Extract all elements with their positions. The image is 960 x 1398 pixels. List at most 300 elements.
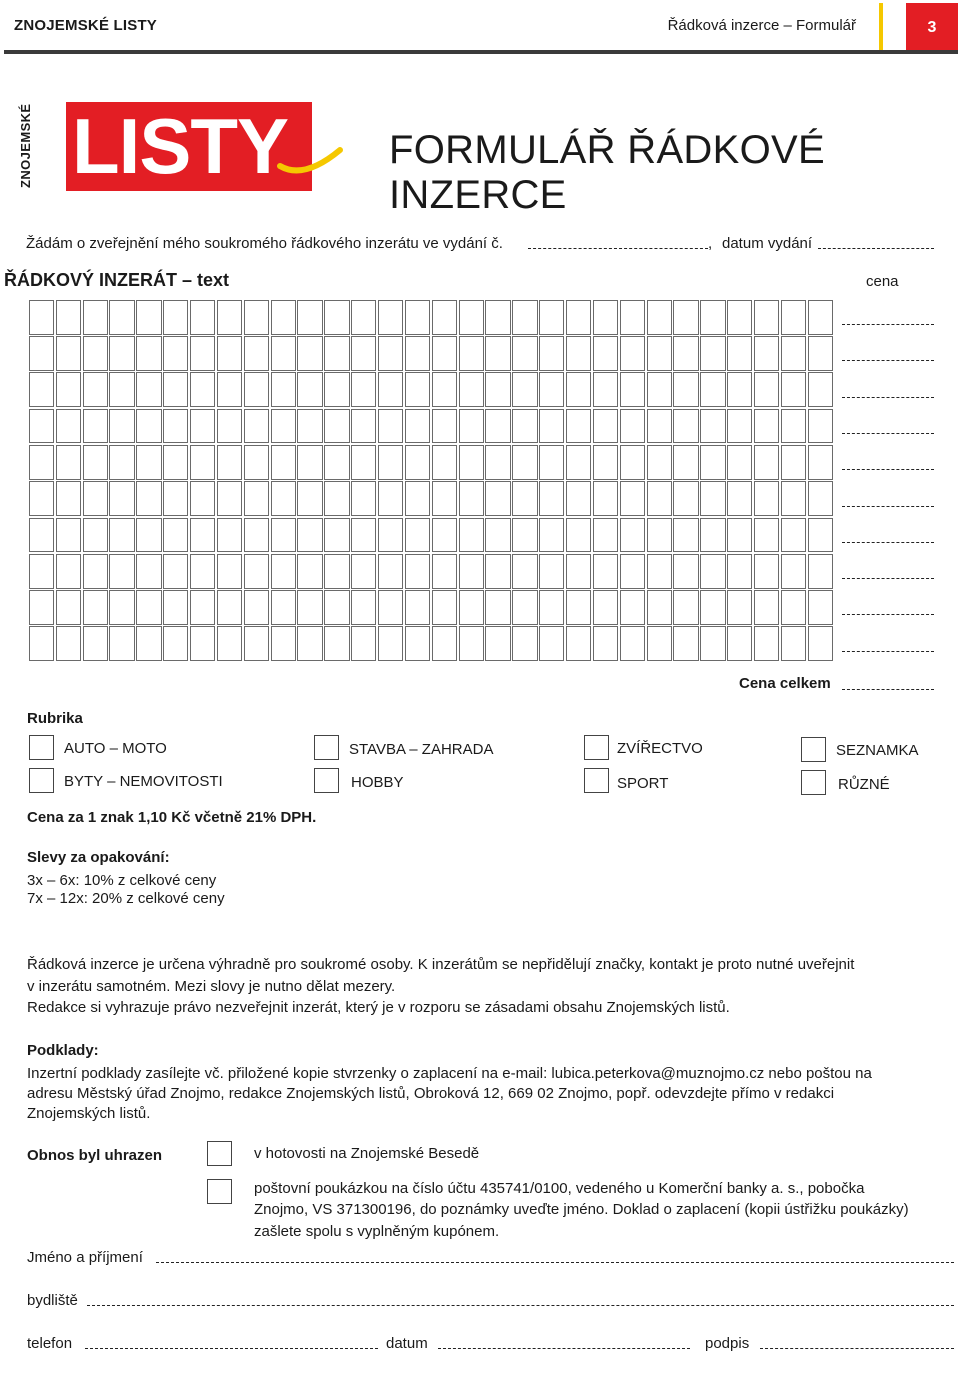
char-cell[interactable]	[190, 300, 215, 335]
checkbox-zvirectvo[interactable]	[584, 735, 609, 760]
checkbox-seznamka[interactable]	[801, 737, 826, 762]
checkbox-byty-nemovitosti[interactable]	[29, 768, 54, 793]
char-cell[interactable]	[754, 445, 779, 480]
char-cell[interactable]	[109, 445, 134, 480]
char-cell[interactable]	[459, 336, 484, 371]
char-cell[interactable]	[244, 554, 269, 589]
char-cell[interactable]	[620, 372, 645, 407]
char-cell[interactable]	[673, 372, 698, 407]
char-cell[interactable]	[351, 481, 376, 516]
char-cell[interactable]	[620, 481, 645, 516]
char-cell[interactable]	[566, 372, 591, 407]
char-cell[interactable]	[485, 518, 510, 553]
char-cell[interactable]	[163, 481, 188, 516]
char-cell[interactable]	[405, 409, 430, 444]
char-cell[interactable]	[324, 518, 349, 553]
char-cell[interactable]	[808, 409, 833, 444]
char-cell[interactable]	[647, 445, 672, 480]
char-cell[interactable]	[29, 300, 54, 335]
char-cell[interactable]	[727, 554, 752, 589]
row-price-field[interactable]	[842, 324, 934, 325]
ad-text-grid[interactable]	[28, 299, 834, 662]
char-cell[interactable]	[297, 481, 322, 516]
char-cell[interactable]	[647, 372, 672, 407]
char-cell[interactable]	[378, 336, 403, 371]
char-cell[interactable]	[512, 554, 537, 589]
char-cell[interactable]	[808, 554, 833, 589]
char-cell[interactable]	[217, 590, 242, 625]
char-cell[interactable]	[405, 300, 430, 335]
char-cell[interactable]	[83, 518, 108, 553]
char-cell[interactable]	[539, 518, 564, 553]
char-cell[interactable]	[673, 409, 698, 444]
char-cell[interactable]	[566, 554, 591, 589]
char-cell[interactable]	[459, 554, 484, 589]
char-cell[interactable]	[781, 590, 806, 625]
char-cell[interactable]	[190, 554, 215, 589]
char-cell[interactable]	[512, 445, 537, 480]
char-cell[interactable]	[727, 409, 752, 444]
char-cell[interactable]	[432, 409, 457, 444]
issue-date-field[interactable]	[818, 248, 934, 249]
char-cell[interactable]	[700, 518, 725, 553]
char-cell[interactable]	[566, 626, 591, 661]
char-cell[interactable]	[512, 518, 537, 553]
char-cell[interactable]	[485, 445, 510, 480]
char-cell[interactable]	[297, 445, 322, 480]
char-cell[interactable]	[647, 626, 672, 661]
char-cell[interactable]	[324, 300, 349, 335]
char-cell[interactable]	[754, 336, 779, 371]
char-cell[interactable]	[136, 554, 161, 589]
char-cell[interactable]	[83, 372, 108, 407]
char-cell[interactable]	[271, 409, 296, 444]
char-cell[interactable]	[405, 626, 430, 661]
char-cell[interactable]	[700, 445, 725, 480]
char-cell[interactable]	[109, 409, 134, 444]
char-cell[interactable]	[485, 300, 510, 335]
signature-field[interactable]	[760, 1348, 954, 1349]
char-cell[interactable]	[271, 372, 296, 407]
char-cell[interactable]	[673, 590, 698, 625]
char-cell[interactable]	[405, 372, 430, 407]
char-cell[interactable]	[271, 445, 296, 480]
char-cell[interactable]	[324, 336, 349, 371]
char-cell[interactable]	[647, 409, 672, 444]
char-cell[interactable]	[485, 336, 510, 371]
char-cell[interactable]	[351, 590, 376, 625]
char-cell[interactable]	[566, 518, 591, 553]
char-cell[interactable]	[754, 554, 779, 589]
char-cell[interactable]	[29, 518, 54, 553]
char-cell[interactable]	[673, 445, 698, 480]
checkbox-sport[interactable]	[584, 768, 609, 793]
char-cell[interactable]	[485, 554, 510, 589]
char-cell[interactable]	[781, 518, 806, 553]
char-cell[interactable]	[512, 409, 537, 444]
char-cell[interactable]	[459, 300, 484, 335]
char-cell[interactable]	[620, 590, 645, 625]
char-cell[interactable]	[566, 409, 591, 444]
char-cell[interactable]	[324, 554, 349, 589]
char-cell[interactable]	[700, 590, 725, 625]
char-cell[interactable]	[271, 590, 296, 625]
char-cell[interactable]	[781, 409, 806, 444]
char-cell[interactable]	[271, 336, 296, 371]
issue-number-field[interactable]	[528, 248, 708, 249]
char-cell[interactable]	[485, 590, 510, 625]
char-cell[interactable]	[459, 481, 484, 516]
char-cell[interactable]	[378, 445, 403, 480]
char-cell[interactable]	[781, 481, 806, 516]
char-cell[interactable]	[163, 590, 188, 625]
char-cell[interactable]	[217, 445, 242, 480]
char-cell[interactable]	[539, 336, 564, 371]
char-cell[interactable]	[512, 372, 537, 407]
char-cell[interactable]	[727, 481, 752, 516]
char-cell[interactable]	[163, 336, 188, 371]
char-cell[interactable]	[700, 300, 725, 335]
char-cell[interactable]	[539, 554, 564, 589]
char-cell[interactable]	[432, 554, 457, 589]
char-cell[interactable]	[351, 300, 376, 335]
char-cell[interactable]	[109, 336, 134, 371]
char-cell[interactable]	[673, 336, 698, 371]
char-cell[interactable]	[83, 445, 108, 480]
char-cell[interactable]	[566, 481, 591, 516]
char-cell[interactable]	[754, 590, 779, 625]
char-cell[interactable]	[808, 336, 833, 371]
char-cell[interactable]	[620, 445, 645, 480]
char-cell[interactable]	[297, 300, 322, 335]
char-cell[interactable]	[324, 481, 349, 516]
char-cell[interactable]	[56, 372, 81, 407]
char-cell[interactable]	[190, 372, 215, 407]
char-cell[interactable]	[673, 518, 698, 553]
char-cell[interactable]	[324, 445, 349, 480]
char-cell[interactable]	[271, 481, 296, 516]
char-cell[interactable]	[459, 590, 484, 625]
char-cell[interactable]	[566, 590, 591, 625]
char-cell[interactable]	[83, 590, 108, 625]
char-cell[interactable]	[754, 626, 779, 661]
char-cell[interactable]	[244, 300, 269, 335]
char-cell[interactable]	[405, 518, 430, 553]
char-cell[interactable]	[217, 626, 242, 661]
char-cell[interactable]	[727, 372, 752, 407]
char-cell[interactable]	[647, 590, 672, 625]
char-cell[interactable]	[29, 409, 54, 444]
char-cell[interactable]	[673, 481, 698, 516]
char-cell[interactable]	[647, 300, 672, 335]
char-cell[interactable]	[539, 445, 564, 480]
char-cell[interactable]	[647, 481, 672, 516]
char-cell[interactable]	[781, 336, 806, 371]
char-cell[interactable]	[297, 590, 322, 625]
char-cell[interactable]	[324, 372, 349, 407]
char-cell[interactable]	[271, 300, 296, 335]
char-cell[interactable]	[136, 626, 161, 661]
char-cell[interactable]	[83, 554, 108, 589]
char-cell[interactable]	[136, 518, 161, 553]
char-cell[interactable]	[297, 372, 322, 407]
char-cell[interactable]	[29, 554, 54, 589]
char-cell[interactable]	[593, 336, 618, 371]
char-cell[interactable]	[297, 336, 322, 371]
char-cell[interactable]	[727, 300, 752, 335]
char-cell[interactable]	[512, 336, 537, 371]
char-cell[interactable]	[485, 372, 510, 407]
char-cell[interactable]	[620, 300, 645, 335]
char-cell[interactable]	[808, 481, 833, 516]
char-cell[interactable]	[781, 300, 806, 335]
char-cell[interactable]	[700, 481, 725, 516]
char-cell[interactable]	[485, 481, 510, 516]
char-cell[interactable]	[56, 300, 81, 335]
char-cell[interactable]	[700, 554, 725, 589]
char-cell[interactable]	[432, 336, 457, 371]
char-cell[interactable]	[432, 590, 457, 625]
char-cell[interactable]	[324, 626, 349, 661]
char-cell[interactable]	[593, 445, 618, 480]
char-cell[interactable]	[378, 518, 403, 553]
char-cell[interactable]	[271, 626, 296, 661]
char-cell[interactable]	[727, 518, 752, 553]
char-cell[interactable]	[593, 554, 618, 589]
char-cell[interactable]	[539, 372, 564, 407]
char-cell[interactable]	[459, 445, 484, 480]
char-cell[interactable]	[297, 554, 322, 589]
char-cell[interactable]	[297, 409, 322, 444]
char-cell[interactable]	[190, 336, 215, 371]
char-cell[interactable]	[190, 590, 215, 625]
char-cell[interactable]	[727, 336, 752, 371]
char-cell[interactable]	[244, 481, 269, 516]
char-cell[interactable]	[593, 518, 618, 553]
checkbox-auto-moto[interactable]	[29, 735, 54, 760]
row-price-field[interactable]	[842, 506, 934, 507]
char-cell[interactable]	[459, 409, 484, 444]
char-cell[interactable]	[566, 336, 591, 371]
char-cell[interactable]	[136, 481, 161, 516]
char-cell[interactable]	[781, 445, 806, 480]
checkbox-payment-postal[interactable]	[207, 1179, 232, 1204]
char-cell[interactable]	[647, 336, 672, 371]
char-cell[interactable]	[244, 590, 269, 625]
char-cell[interactable]	[539, 590, 564, 625]
char-cell[interactable]	[56, 518, 81, 553]
char-cell[interactable]	[620, 554, 645, 589]
phone-field[interactable]	[85, 1348, 378, 1349]
char-cell[interactable]	[351, 445, 376, 480]
char-cell[interactable]	[593, 590, 618, 625]
char-cell[interactable]	[593, 409, 618, 444]
char-cell[interactable]	[378, 554, 403, 589]
char-cell[interactable]	[351, 372, 376, 407]
row-price-field[interactable]	[842, 360, 934, 361]
char-cell[interactable]	[83, 481, 108, 516]
char-cell[interactable]	[539, 626, 564, 661]
checkbox-hobby[interactable]	[314, 768, 339, 793]
row-price-field[interactable]	[842, 651, 934, 652]
char-cell[interactable]	[83, 626, 108, 661]
char-cell[interactable]	[405, 481, 430, 516]
char-cell[interactable]	[29, 590, 54, 625]
char-cell[interactable]	[351, 554, 376, 589]
char-cell[interactable]	[190, 626, 215, 661]
char-cell[interactable]	[136, 372, 161, 407]
char-cell[interactable]	[324, 409, 349, 444]
row-price-field[interactable]	[842, 578, 934, 579]
char-cell[interactable]	[700, 372, 725, 407]
char-cell[interactable]	[539, 300, 564, 335]
row-price-field[interactable]	[842, 397, 934, 398]
char-cell[interactable]	[163, 409, 188, 444]
char-cell[interactable]	[620, 626, 645, 661]
char-cell[interactable]	[163, 300, 188, 335]
char-cell[interactable]	[754, 372, 779, 407]
checkbox-stavba-zahrada[interactable]	[314, 735, 339, 760]
char-cell[interactable]	[593, 626, 618, 661]
char-cell[interactable]	[56, 626, 81, 661]
total-price-field[interactable]	[842, 689, 934, 690]
char-cell[interactable]	[244, 626, 269, 661]
char-cell[interactable]	[432, 372, 457, 407]
char-cell[interactable]	[29, 481, 54, 516]
char-cell[interactable]	[324, 590, 349, 625]
char-cell[interactable]	[539, 481, 564, 516]
char-cell[interactable]	[109, 554, 134, 589]
row-price-field[interactable]	[842, 469, 934, 470]
char-cell[interactable]	[109, 590, 134, 625]
char-cell[interactable]	[808, 372, 833, 407]
char-cell[interactable]	[56, 409, 81, 444]
char-cell[interactable]	[808, 445, 833, 480]
char-cell[interactable]	[700, 626, 725, 661]
char-cell[interactable]	[808, 518, 833, 553]
char-cell[interactable]	[754, 481, 779, 516]
char-cell[interactable]	[163, 372, 188, 407]
char-cell[interactable]	[244, 518, 269, 553]
char-cell[interactable]	[83, 300, 108, 335]
char-cell[interactable]	[56, 554, 81, 589]
char-cell[interactable]	[512, 300, 537, 335]
char-cell[interactable]	[620, 409, 645, 444]
char-cell[interactable]	[109, 300, 134, 335]
row-price-field[interactable]	[842, 542, 934, 543]
char-cell[interactable]	[83, 336, 108, 371]
char-cell[interactable]	[432, 626, 457, 661]
char-cell[interactable]	[808, 626, 833, 661]
char-cell[interactable]	[351, 518, 376, 553]
char-cell[interactable]	[190, 518, 215, 553]
char-cell[interactable]	[700, 336, 725, 371]
char-cell[interactable]	[378, 409, 403, 444]
char-cell[interactable]	[271, 554, 296, 589]
char-cell[interactable]	[432, 445, 457, 480]
char-cell[interactable]	[109, 481, 134, 516]
char-cell[interactable]	[754, 518, 779, 553]
char-cell[interactable]	[56, 445, 81, 480]
char-cell[interactable]	[56, 336, 81, 371]
char-cell[interactable]	[244, 409, 269, 444]
char-cell[interactable]	[512, 626, 537, 661]
row-price-field[interactable]	[842, 614, 934, 615]
char-cell[interactable]	[29, 372, 54, 407]
char-cell[interactable]	[109, 518, 134, 553]
char-cell[interactable]	[190, 445, 215, 480]
char-cell[interactable]	[29, 336, 54, 371]
char-cell[interactable]	[378, 372, 403, 407]
char-cell[interactable]	[217, 300, 242, 335]
char-cell[interactable]	[405, 554, 430, 589]
char-cell[interactable]	[459, 372, 484, 407]
char-cell[interactable]	[109, 626, 134, 661]
char-cell[interactable]	[190, 409, 215, 444]
address-field[interactable]	[87, 1305, 954, 1306]
char-cell[interactable]	[566, 445, 591, 480]
char-cell[interactable]	[405, 336, 430, 371]
char-cell[interactable]	[754, 409, 779, 444]
char-cell[interactable]	[217, 518, 242, 553]
char-cell[interactable]	[163, 554, 188, 589]
char-cell[interactable]	[378, 300, 403, 335]
char-cell[interactable]	[297, 518, 322, 553]
char-cell[interactable]	[244, 336, 269, 371]
char-cell[interactable]	[620, 336, 645, 371]
char-cell[interactable]	[244, 445, 269, 480]
char-cell[interactable]	[136, 409, 161, 444]
char-cell[interactable]	[593, 372, 618, 407]
char-cell[interactable]	[217, 554, 242, 589]
char-cell[interactable]	[163, 445, 188, 480]
char-cell[interactable]	[432, 481, 457, 516]
char-cell[interactable]	[700, 409, 725, 444]
char-cell[interactable]	[459, 626, 484, 661]
char-cell[interactable]	[673, 554, 698, 589]
checkbox-payment-cash[interactable]	[207, 1141, 232, 1166]
char-cell[interactable]	[432, 518, 457, 553]
char-cell[interactable]	[378, 481, 403, 516]
char-cell[interactable]	[754, 300, 779, 335]
char-cell[interactable]	[217, 372, 242, 407]
char-cell[interactable]	[512, 590, 537, 625]
char-cell[interactable]	[405, 590, 430, 625]
char-cell[interactable]	[271, 518, 296, 553]
char-cell[interactable]	[190, 481, 215, 516]
char-cell[interactable]	[566, 300, 591, 335]
char-cell[interactable]	[378, 626, 403, 661]
row-price-field[interactable]	[842, 433, 934, 434]
char-cell[interactable]	[217, 336, 242, 371]
char-cell[interactable]	[781, 626, 806, 661]
char-cell[interactable]	[647, 554, 672, 589]
char-cell[interactable]	[83, 409, 108, 444]
char-cell[interactable]	[163, 518, 188, 553]
char-cell[interactable]	[297, 626, 322, 661]
char-cell[interactable]	[136, 590, 161, 625]
char-cell[interactable]	[620, 518, 645, 553]
char-cell[interactable]	[432, 300, 457, 335]
char-cell[interactable]	[485, 626, 510, 661]
char-cell[interactable]	[163, 626, 188, 661]
char-cell[interactable]	[781, 372, 806, 407]
char-cell[interactable]	[217, 409, 242, 444]
char-cell[interactable]	[109, 372, 134, 407]
char-cell[interactable]	[217, 481, 242, 516]
char-cell[interactable]	[808, 590, 833, 625]
char-cell[interactable]	[539, 409, 564, 444]
